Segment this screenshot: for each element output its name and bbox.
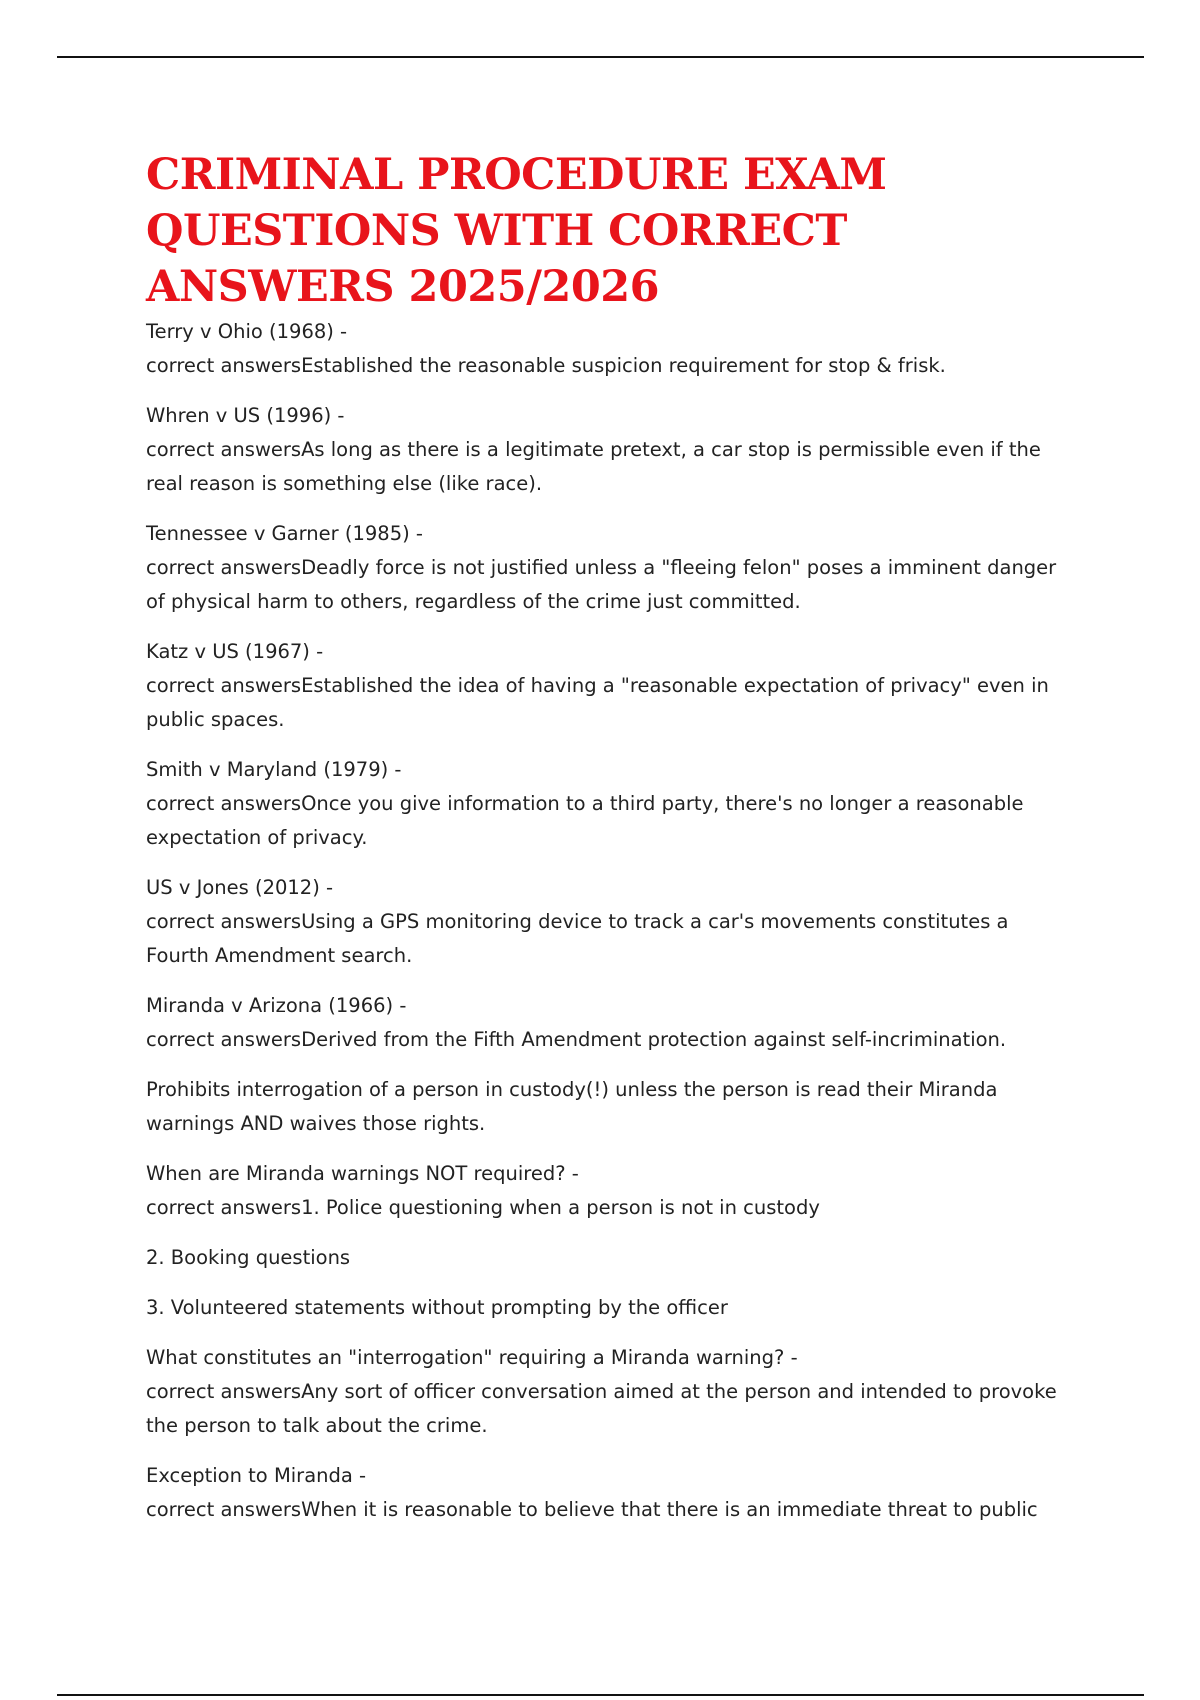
qa-item <box>146 1157 1066 1325</box>
answer-continuation: 2. Booking questions <box>146 1246 351 1269</box>
answer: correct answersWhen it is reasonable to believe that there is an immediate threat to public <box>146 1498 1038 1521</box>
answer: correct answersDeadly force is not justified unless a "fleeing felon" poses a imminent danger of physical harm to others, regardless of the crime just committed. <box>146 556 1057 613</box>
answer-continuation: 3. Volunteered statements without prompting by the officer <box>146 1296 728 1319</box>
qa-item <box>146 399 1066 501</box>
qa-item <box>146 989 1066 1141</box>
question: When are Miranda warnings NOT required? - <box>146 1162 579 1185</box>
qa-item <box>146 1459 1066 1527</box>
question: Exception to Miranda - <box>146 1464 367 1487</box>
answer: correct answersUsing a GPS monitoring device to track a car's movements constitutes a Fourth Amendment search. <box>146 910 1009 967</box>
question: Tennessee v Garner (1985) - <box>146 522 423 545</box>
document-body <box>146 147 1066 1543</box>
answer: correct answersEstablished the reasonable suspicion requirement for stop & frisk. <box>146 354 946 377</box>
answer: correct answersDerived from the Fifth Amendment protection against self-incrimination. <box>146 1028 1007 1051</box>
qa-list <box>146 315 1066 1527</box>
qa-item <box>146 635 1066 737</box>
answer: correct answersEstablished the idea of having a "reasonable expectation of privacy" even in public spaces. <box>146 674 1049 731</box>
question: What constitutes an "interrogation" requiring a Miranda warning? - <box>146 1346 798 1369</box>
qa-item <box>146 315 1066 383</box>
document-title: CRIMINAL PROCEDURE EXAM QUESTIONS WITH CORRECT ANSWERS 2025/2026 <box>146 150 887 312</box>
qa-item <box>146 1341 1066 1443</box>
answer: correct answersAny sort of officer conversation aimed at the person and intended to provoke the person to talk about the crime. <box>146 1380 1057 1437</box>
question: Katz v US (1967) - <box>146 640 324 663</box>
question: Miranda v Arizona (1966) - <box>146 994 407 1017</box>
question: Smith v Maryland (1979) - <box>146 758 402 781</box>
qa-item <box>146 871 1066 973</box>
answer: correct answersOnce you give information to a third party, there's no longer a reasonable expectation of privacy. <box>146 792 1024 849</box>
qa-item <box>146 517 1066 619</box>
answer-continuation: Prohibits interrogation of a person in custody(!) unless the person is read their Miranda warnings AND waives those rights. <box>146 1078 998 1135</box>
question: Whren v US (1996) - <box>146 404 345 427</box>
question: US v Jones (2012) - <box>146 876 334 899</box>
qa-item <box>146 753 1066 855</box>
question: Terry v Ohio (1968) - <box>146 320 348 343</box>
bottom-rule <box>57 1694 1144 1696</box>
answer: correct answersAs long as there is a legitimate pretext, a car stop is permissible even if the real reason is something else (like race). <box>146 438 1041 495</box>
top-rule <box>57 56 1144 58</box>
answer: correct answers1. Police questioning when a person is not in custody <box>146 1196 820 1219</box>
